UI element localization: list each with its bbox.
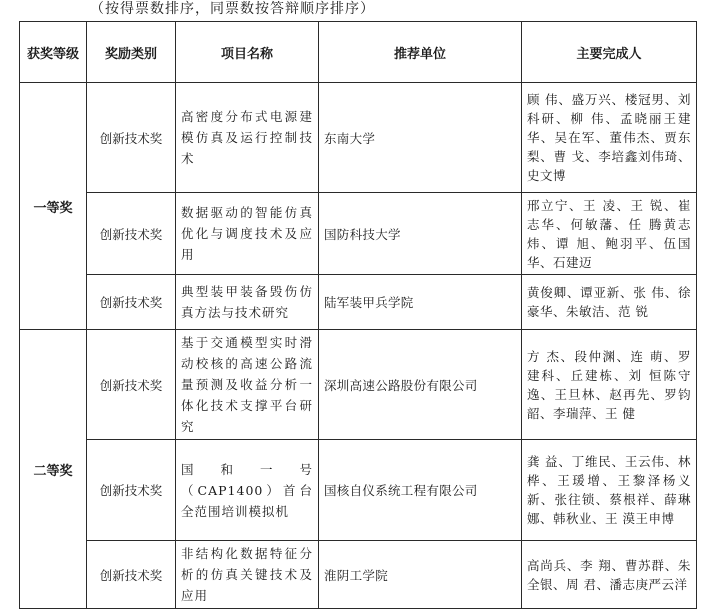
award-category: 创新技术奖 <box>87 330 176 440</box>
recommending-unit: 淮阴工学院 <box>319 541 522 609</box>
header-project: 项目名称 <box>176 22 319 83</box>
project-name: 国和一号（CAP1400）首台全范围培训模拟机 <box>176 440 319 541</box>
main-contributors: 邢立宁、王 凌、王 锐、崔志华、何敏藩、任 腾黄志炜、谭 旭、鲍羽平、伍国华、石建迈 <box>522 193 697 275</box>
header-level: 获奖等级 <box>20 22 87 83</box>
award-category: 创新技术奖 <box>87 275 176 330</box>
award-level-first: 一等奖 <box>20 83 87 330</box>
table-row <box>20 541 697 609</box>
project-name: 数据驱动的智能仿真优化与调度技术及应用 <box>176 193 319 275</box>
main-contributors: 黄俊卿、谭亚新、张 伟、徐豪华、朱敏洁、范 锐 <box>522 275 697 330</box>
award-category: 创新技术奖 <box>87 193 176 275</box>
header-people: 主要完成人 <box>522 22 697 83</box>
project-name: 非结构化数据特征分析的仿真关键技术及应用 <box>176 541 319 609</box>
main-contributors: 高尚兵、李 翔、曹苏群、朱全银、周 君、潘志庚严云洋 <box>522 541 697 609</box>
main-contributors: 方 杰、段仲渊、连 萌、罗建科、丘建栋、刘 恒陈守逸、王旦林、赵再先、罗钧韶、李瑞萍、王 健 <box>522 330 697 440</box>
table-row <box>20 440 697 541</box>
table-row <box>20 330 697 440</box>
award-level-second: 二等奖 <box>20 330 87 609</box>
awards-table <box>19 21 697 609</box>
project-name: 典型装甲装备毁伤仿真方法与技术研究 <box>176 275 319 330</box>
award-category: 创新技术奖 <box>87 440 176 541</box>
table-row <box>20 275 697 330</box>
recommending-unit: 国防科技大学 <box>319 193 522 275</box>
award-category: 创新技术奖 <box>87 83 176 193</box>
project-name: 基于交通模型实时滑动校核的高速公路流量预测及收益分析一体化技术支撑平台研究 <box>176 330 319 440</box>
table-row <box>20 83 697 193</box>
sort-note: （按得票数排序，同票数按答辩顺序排序） <box>90 1 375 17</box>
recommending-unit: 陆军装甲兵学院 <box>319 275 522 330</box>
main-contributors: 顾 伟、盛万兴、楼冠男、刘科研、柳 伟、孟晓丽王建华、吴在军、董伟杰、贾东梨、曹 戈、李培鑫刘伟琦、史文博 <box>522 83 697 193</box>
recommending-unit: 东南大学 <box>319 83 522 193</box>
recommending-unit: 深圳高速公路股份有限公司 <box>319 330 522 440</box>
table-row <box>20 193 697 275</box>
header-category: 奖励类别 <box>87 22 176 83</box>
project-name: 高密度分布式电源建模仿真及运行控制技术 <box>176 83 319 193</box>
table-header-row <box>20 22 697 83</box>
recommending-unit: 国核自仪系统工程有限公司 <box>319 440 522 541</box>
header-unit: 推荐单位 <box>319 22 522 83</box>
main-contributors: 龚 益、丁维民、王云伟、林 桦、王瑗增、王黎泽杨义新、张往锁、蔡根祥、薛琳娜、韩秋业、王 漠王申博 <box>522 440 697 541</box>
award-category: 创新技术奖 <box>87 541 176 609</box>
